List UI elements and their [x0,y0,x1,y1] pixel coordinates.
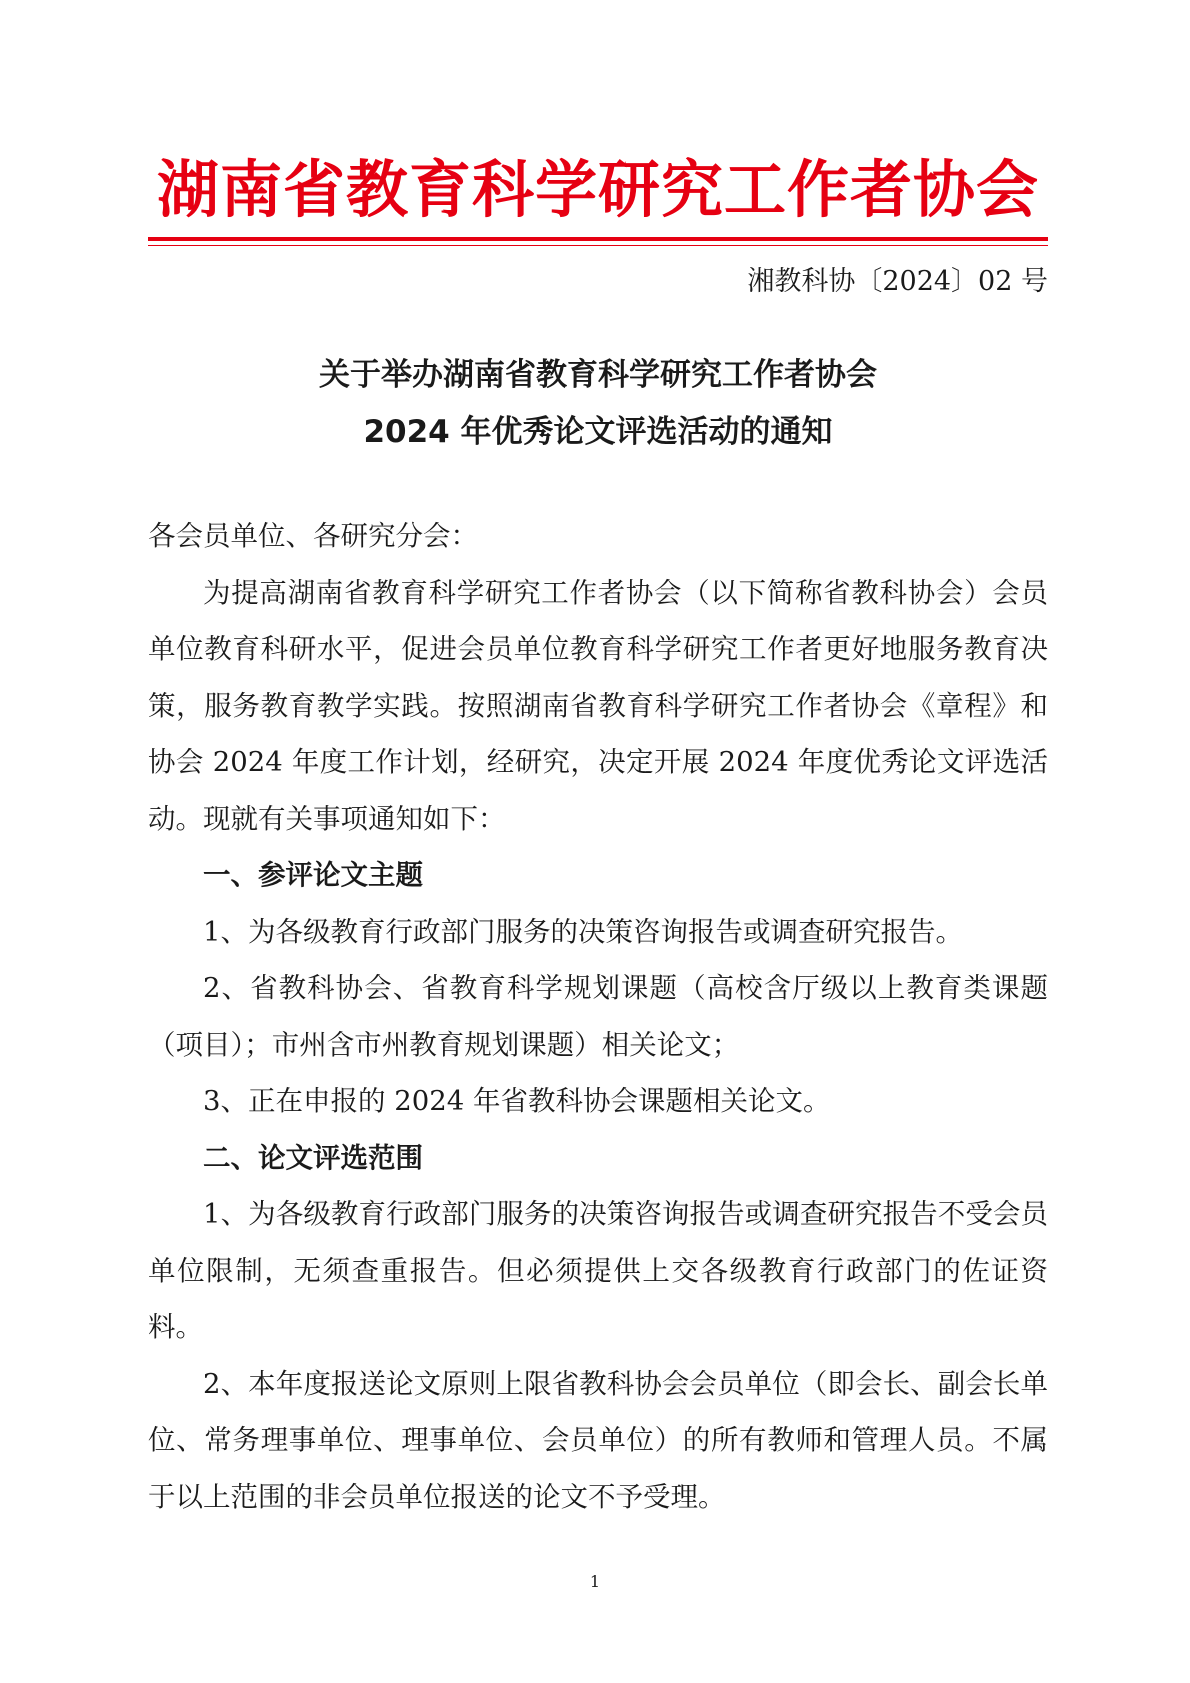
notice-title-line-1: 关于举办湖南省教育科学研究工作者协会 [319,357,877,393]
section-heading-topics: 一、参评论文主题 [203,859,423,891]
topic-item-2: 2、省教科协会、省教育科学规划课题（高校含厅级以上教育类课题（项目）；市州含市州教育规划课题）相关论文； [148,972,1048,1061]
intro-paragraph: 为提高湖南省教育科学研究工作者协会（以下简称省教科协会）会员单位教育科研水平，促进会员单位教育科学研究工作者更好地服务教育决策，服务教育教学实践。按照湖南省教育科学研究工作者协会《章程》和协会 2024 年度工作计划，经研究，决定开展 2024 年度优秀论文评选活动。现就有关事项通知如下： [148,576,1048,835]
masthead-rule-thick [148,237,1048,241]
scope-item-2: 2、本年度报送论文原则上限省教科协会会员单位（即会长、副会长单位、常务理事单位、理事单位、会员单位）的所有教师和管理人员。不属于以上范围的非会员单位报送的论文不予受理。 [148,1367,1048,1513]
topic-item-3: 3、正在申报的 2024 年省教科协会课题相关论文。 [203,1085,831,1117]
masthead-rule-thin [148,245,1048,246]
scope-item-1: 1、为各级教育行政部门服务的决策咨询报告或调查研究报告不受会员单位限制，无须查重报告。但必须提供上交各级教育行政部门的佐证资料。 [148,1198,1048,1343]
page-number: 1 [589,1572,601,1591]
organization-masthead: 湖南省教育科学研究工作者协会 [156,153,1039,226]
notice-body [148,508,1048,1525]
notice-title-line-2: 2024 年优秀论文评选活动的通知 [363,414,833,450]
topic-item-1: 1、为各级教育行政部门服务的决策咨询报告或调查研究报告。 [203,915,963,948]
salutation: 各会员单位、各研究分会： [148,520,478,552]
document-number: 湘教科协〔2024〕02 号 [747,266,1048,297]
section-heading-scope: 二、论文评选范围 [203,1141,423,1174]
